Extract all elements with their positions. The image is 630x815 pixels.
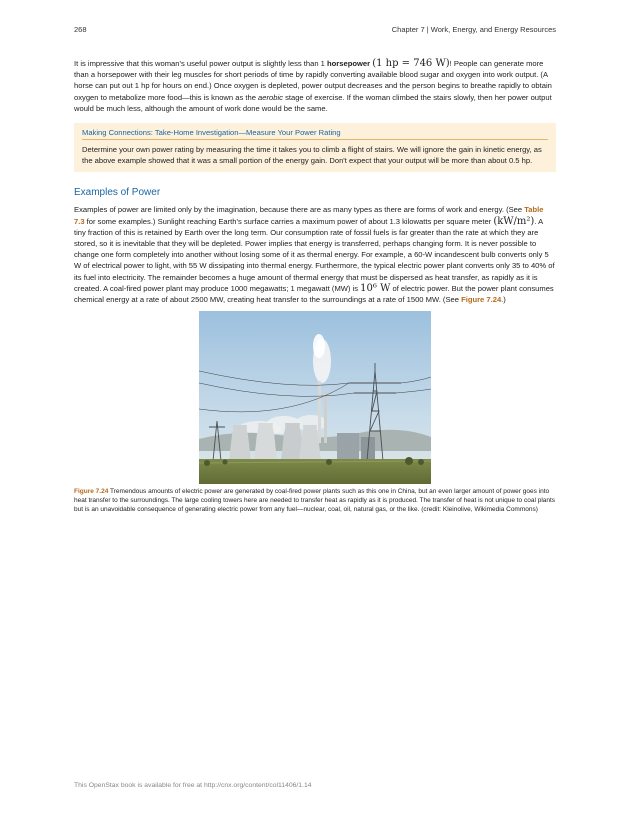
callout-title: Making Connections: Take-Home Investigation—Measure Your Power Rating [82,128,548,140]
section-text-e: .) [501,295,506,305]
power-plant-photo [199,311,431,484]
figure-link[interactable]: Figure 7.24 [461,295,502,305]
aerobic-term: aerobic [258,92,283,102]
section-text-a: Examples of power are limited only by the imagination, because there are as many types as there are forms of work and energy. (See [74,205,525,215]
section-heading: Examples of Power [74,187,161,199]
caption-text: Tremendous amounts of electric power are generated by coal-fired power plants such as this one in China, but an even larger amount of power goes into heat transfer to the surroundings. The large cooling towers here are needed to transfer heat as rapidly as it is produced. The transfer of heat is not unique to coal plants but is an unavoidable consequence of generating electric power from any fuel—nuclear, coal, oil, natural gas, or the like. (credit: Kleinolive, Wikimedia Commons) [74,488,556,514]
table-link[interactable]: Table 7.3 [74,205,544,226]
page-number: 268 [74,25,87,34]
horsepower-term: horsepower [327,59,371,68]
intro-paragraph [74,58,556,114]
figure-label: Figure 7.24 [74,488,109,496]
chapter-header: Chapter 7 | Work, Energy, and Energy Resources [391,25,556,34]
page-footer: This OpenStax book is available for free at http://cnx.org/content/col11406/1.14 [74,782,312,789]
horsepower-equation: (1 hp = 746 W) [372,58,450,69]
megawatt-equation: 10⁶ W [360,282,391,294]
unit-equation: (kW/m²) [493,215,535,227]
section-text-d: of electric power. But the power plant consumes chemical energy at a rate of about 2500 MW, creating heat transfer to the surroundings at a rate of 1500 MW. (See [74,283,554,305]
section-text-b: for some examples.) Sunlight reaching Earth's surface carries a maximum power of about 1.3 kilowatts per square meter [84,216,494,226]
section-paragraph [74,204,556,305]
intro-text-c: stage of exercise. If the woman climbed the stairs slowly, then her power output would be much less, although the amount of work done would be the same. [74,92,552,113]
section-text-c: . A tiny fraction of this is retained by Earth over the long term. Our consumption rate of fossil fuels is far greater than the rate at which they are stored, so it is inevitable that they will be depleted. Power implies that energy is transferred, perhaps changing form. It is never possible to change one form completely into another without losing some of it as thermal energy. For example, a 60-W incandescent bulb converts only 5 W of electrical power to light, with 55 W dissipating into thermal energy. Furthermore, the typical electric power plant converts only 35 to 40% of its fuel into electricity. The remainder becomes a huge amount of thermal energy that must be dispersed as heat transfer, as rapidly as it is created. A coal-fired power plant may produce 1000 megawatts; 1 megawatt (MW) is [74,216,555,293]
page-content [74,58,556,514]
intro-text-b: ! People can generate more than a horsepower with their leg muscles for short periods of time by rapidly converting available blood sugar and oxygen into work output. (A horse can put out 1 hp for hours on end.) Once oxygen is depleted, power output decreases and the person begins to breathe rapidly to obtain oxygen to metabolize more food—this is known as the [74,59,552,102]
intro-text-a: It is impressive that this woman's useful power output is slightly less than 1 [74,59,328,68]
making-connections-box [74,123,556,172]
callout-body: Determine your own power rating by measuring the time it takes you to climb a flight of stairs. We will ignore the gain in kinetic energy, as the above example showed that it was a small portion of the energy gain. Don't expect that your output will be more than about 0.5 hp. [82,145,542,166]
figure-caption [74,487,556,514]
